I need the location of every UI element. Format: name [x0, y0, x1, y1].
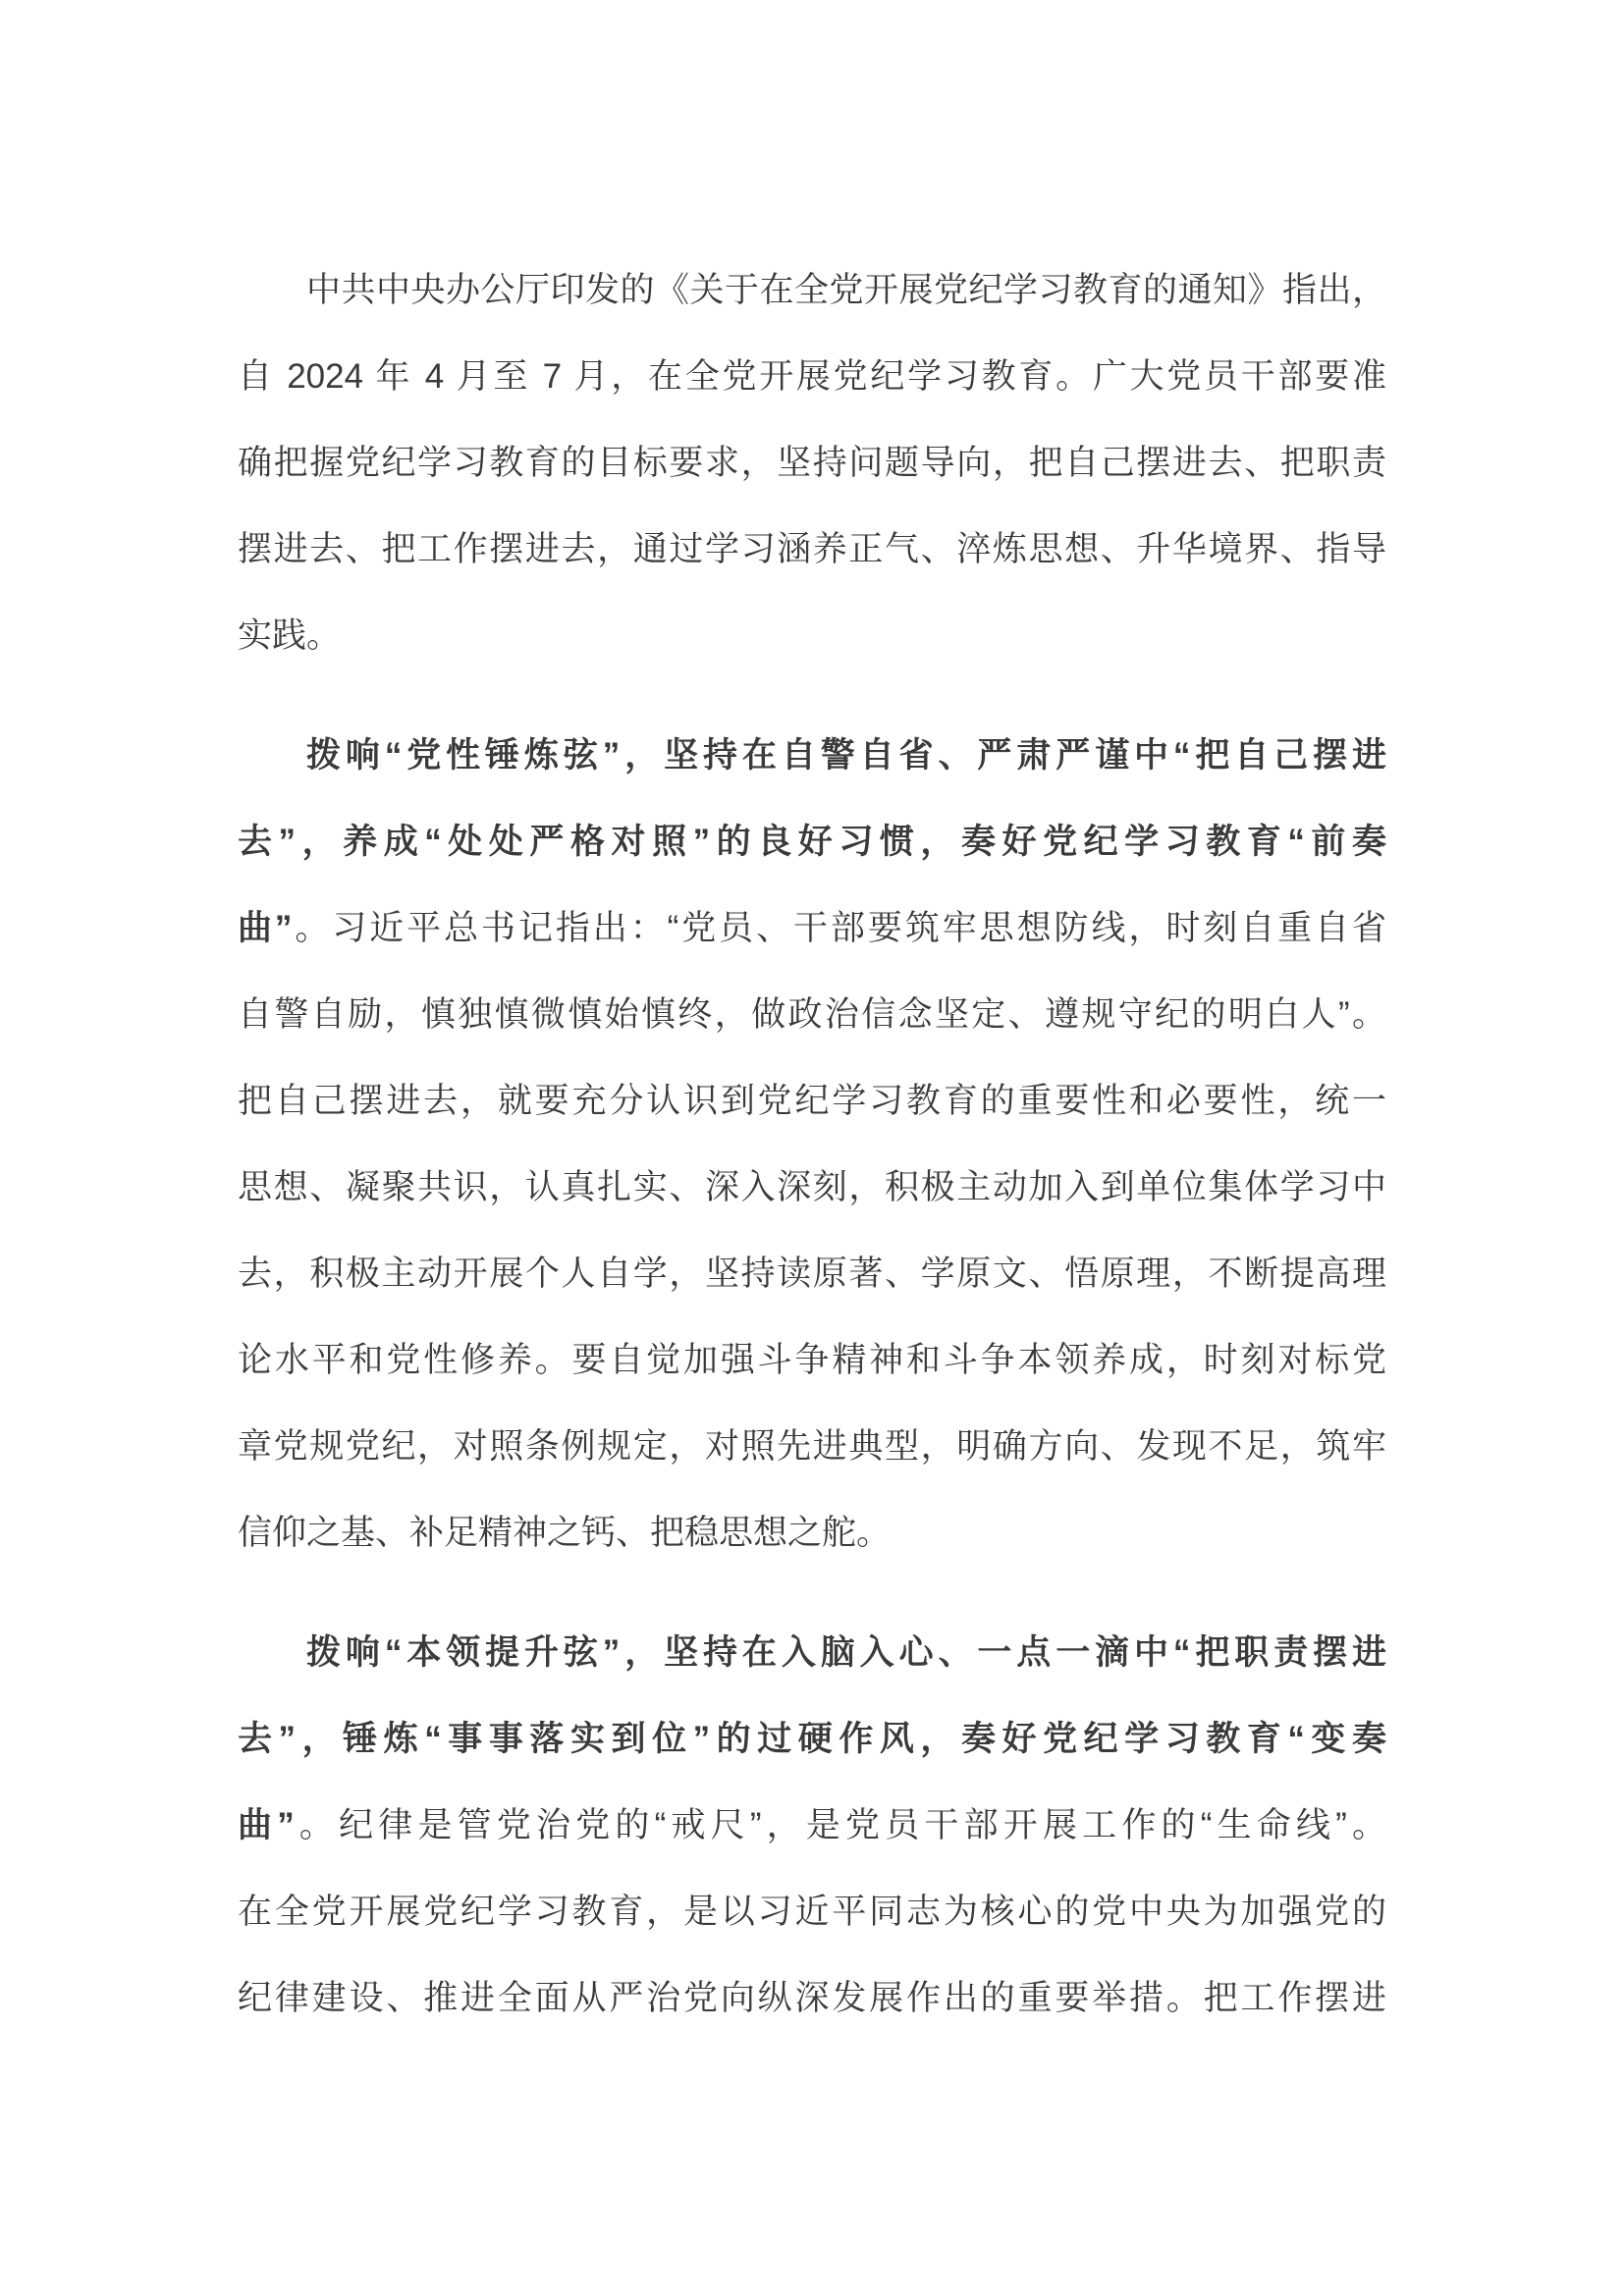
text-line	[238, 593, 1386, 679]
text-segment: 信仰之基、补足精神之钙、把稳思想之舵。	[238, 1514, 892, 1552]
text-segment: 思想、凝聚共识，认真扎实、深入深刻，积极主动加入到单位集体学习中	[238, 1168, 1386, 1206]
text-segment: 确把握党纪学习教育的目标要求，坚持问题导向，把自己摆进去、把职责	[238, 444, 1386, 482]
text-segment: 自警自励，慎独慎微慎始慎终，做政治信念坚定、遵规守纪的明白人”。	[238, 995, 1386, 1034]
paragraph-first-line	[238, 247, 1386, 334]
text-line	[238, 1490, 1386, 1576]
text-segment: 论水平和党性修养。要自觉加强斗争精神和斗争本领养成，时刻对标党	[238, 1341, 1386, 1379]
document-page	[238, 0, 1386, 2042]
text-segment: 摆进去、把工作摆进去，通过学习涵养正气、淬炼思想、升华境界、指导	[238, 530, 1386, 568]
text-segment: 纪律建设、推进全面从严治党向纵深发展作出的重要举措。把工作摆进	[238, 1979, 1386, 2017]
text-line	[238, 1696, 1386, 1783]
text-line	[238, 1145, 1386, 1231]
text-line	[238, 1869, 1386, 1955]
text-line	[238, 799, 1386, 885]
text-line	[238, 420, 1386, 507]
text-line	[238, 334, 1386, 420]
text-line	[238, 507, 1386, 593]
bold-text-segment: 拨响“党性锤炼弦”，坚持在自警自省、严肃严谨中“把自己摆进	[306, 736, 1386, 774]
text-line	[238, 1955, 1386, 2042]
text-segment: 自 2024 年 4 月至 7 月，在全党开展党纪学习教育。广大党员干部要准	[238, 357, 1386, 396]
text-segment: 实践。	[238, 616, 342, 655]
text-line	[238, 972, 1386, 1058]
text-segment: 。习近平总书记指出：“党员、干部要筑牢思想防线，时刻自重自省	[292, 909, 1386, 947]
text-segment: 中共中央办公厅印发的《关于在全党开展党纪学习教育的通知》指出，	[306, 271, 1386, 309]
text-segment: 。纪律是管党治党的“戒尺”，是党员干部开展工作的“生命线”。	[294, 1806, 1386, 1844]
text-line	[238, 1317, 1386, 1404]
bold-text-segment: 曲”	[238, 909, 293, 947]
paragraph-first-line	[238, 713, 1386, 799]
text-segment: 章党规党纪，对照条例规定，对照先进典型，明确方向、发现不足，筑牢	[238, 1427, 1386, 1466]
text-line	[238, 1231, 1386, 1317]
bold-text-segment: 拨响“本领提升弦”，坚持在入脑入心、一点一滴中“把职责摆进	[306, 1633, 1386, 1672]
text-line	[238, 885, 1386, 972]
text-segment: 在全党开展党纪学习教育，是以习近平同志为核心的党中央为加强党的	[238, 1893, 1386, 1931]
bold-text-segment: 去”，养成“处处严格对照”的良好习惯，奏好党纪学习教育“前奏	[238, 823, 1386, 861]
bold-text-segment: 曲”	[238, 1806, 295, 1844]
text-line	[238, 1783, 1386, 1869]
paragraph-first-line	[238, 1610, 1386, 1696]
text-line	[238, 1058, 1386, 1145]
text-segment: 去，积极主动开展个人自学，坚持读原著、学原文、悟原理，不断提高理	[238, 1255, 1386, 1293]
text-line	[238, 1404, 1386, 1490]
text-segment: 把自己摆进去，就要充分认识到党纪学习教育的重要性和必要性，统一	[238, 1082, 1386, 1120]
bold-text-segment: 去”，锤炼“事事落实到位”的过硬作风，奏好党纪学习教育“变奏	[238, 1720, 1386, 1758]
